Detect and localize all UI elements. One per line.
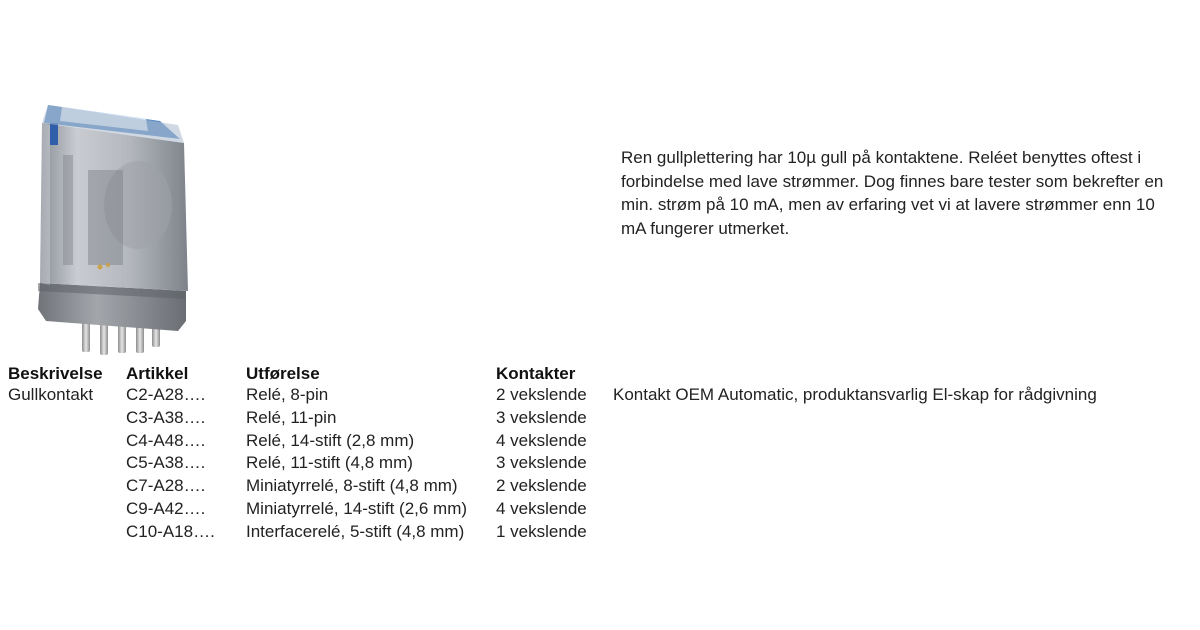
header-kontakter: Kontakter <box>496 364 576 383</box>
table-header-row <box>5 360 596 384</box>
product-description: Ren gullplettering har 10µ gull på kontaktene. Reléet benyttes oftest i forbindelse med lave strømmer. Dog finnes bare tester som bekrefter en min. strøm på 10 mA, men av erfaring vet vi at lavere strømmer enn 10 mA fungerer utmerket. <box>621 148 1164 238</box>
cell-utforelse: Relé, 11-pin <box>246 407 337 427</box>
cell-kontakter: 2 vekslende <box>496 385 587 404</box>
cell-utforelse: Interfacerelé, 5-stift (4,8 mm) <box>246 521 465 541</box>
cell-artikkel: C10-A18…. <box>126 521 215 541</box>
cell-beskrivelse <box>5 498 126 521</box>
cell-utforelse: Relé, 11-stift (4,8 mm) <box>246 453 413 473</box>
cell-beskrivelse <box>5 475 126 498</box>
table-row <box>5 475 596 498</box>
relay-spec-table <box>5 360 596 544</box>
table-row <box>5 407 596 430</box>
contact-note: Kontakt OEM Automatic, produktansvarlig El-skap for rådgivning <box>613 385 1097 404</box>
cell-kontakter: 4 vekslende <box>496 498 587 518</box>
table-row <box>5 521 596 544</box>
header-artikkel: Artikkel <box>126 364 189 383</box>
cell-artikkel: C5-A38…. <box>126 453 206 473</box>
cell-beskrivelse: Gullkontakt <box>8 385 94 404</box>
header-utforelse: Utførelse <box>246 364 320 383</box>
table-row <box>5 384 596 407</box>
table-row <box>5 452 596 475</box>
cell-beskrivelse <box>5 521 126 544</box>
cell-artikkel: C4-A48…. <box>126 430 206 450</box>
cell-beskrivelse <box>5 430 126 453</box>
table-row <box>5 498 596 521</box>
cell-utforelse: Relé, 8-pin <box>246 385 329 404</box>
cell-kontakter: 3 vekslende <box>496 453 587 473</box>
cell-artikkel: C2-A28…. <box>126 385 206 404</box>
cell-utforelse: Relé, 14-stift (2,8 mm) <box>246 430 415 450</box>
cell-artikkel: C9-A42…. <box>126 498 206 518</box>
cell-artikkel: C7-A28…. <box>126 476 206 496</box>
cell-kontakter: 2 vekslende <box>496 476 587 496</box>
cell-kontakter: 4 vekslende <box>496 430 587 450</box>
table-row <box>5 430 596 453</box>
cell-utforelse: Miniatyrrelé, 14-stift (2,6 mm) <box>246 498 468 518</box>
cell-kontakter: 1 vekslende <box>496 521 587 541</box>
cell-kontakter: 3 vekslende <box>496 407 587 427</box>
header-beskrivelse: Beskrivelse <box>8 364 103 383</box>
cell-beskrivelse <box>5 407 126 430</box>
cell-beskrivelse <box>5 452 126 475</box>
relay-product-image <box>28 95 208 360</box>
cell-utforelse: Miniatyrrelé, 8-stift (4,8 mm) <box>246 476 458 496</box>
cell-artikkel: C3-A38…. <box>126 407 206 427</box>
